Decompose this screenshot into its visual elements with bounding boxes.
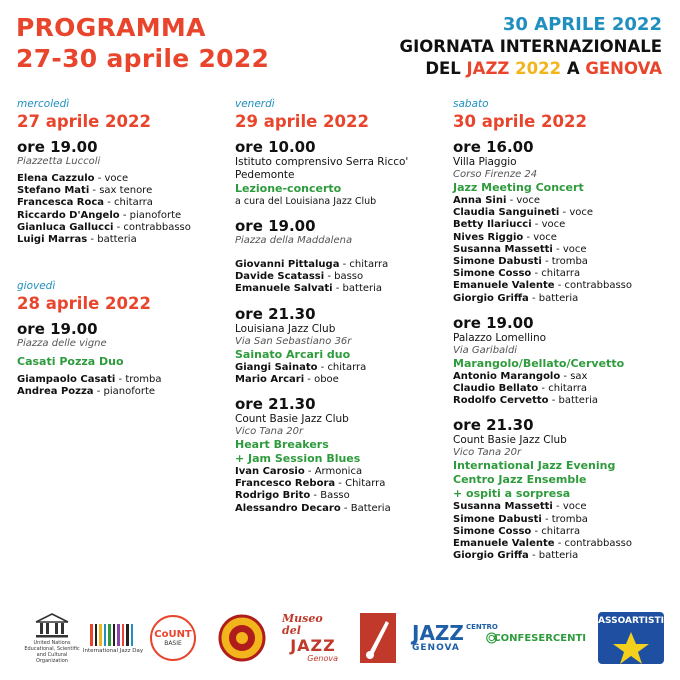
performer-role: voce xyxy=(562,243,587,255)
unesco-logo: United Nations Educational, Scientific and Cultural Organization xyxy=(22,610,82,666)
museo-del-jazz-logo: Museo del JAZZ Genova xyxy=(282,612,338,663)
performer-list xyxy=(453,371,673,408)
day-date: 29 aprile 2022 xyxy=(235,112,369,131)
act-name: Casati Pozza Duo xyxy=(17,355,124,369)
louisiana-badge-icon xyxy=(218,614,266,662)
performer-role: batteria xyxy=(538,292,579,304)
event-date: 30 APRILE 2022 xyxy=(502,14,662,35)
performer-row: Simone Dabusti - tromba xyxy=(453,513,588,525)
sponsor-logos xyxy=(0,610,680,670)
performer-name: Giampaolo Casati xyxy=(17,374,116,386)
performer-row: Davide Scatassi - basso xyxy=(235,271,364,283)
act-name: Marangolo/Bellato/Cervetto xyxy=(453,356,625,370)
performer-row: Nives Riggio - voce xyxy=(453,231,557,243)
performer-row: Antonio Marangolo - sax xyxy=(453,370,588,382)
performer-role: tromba xyxy=(551,513,588,525)
event-address: Piazza della Maddalena xyxy=(235,235,353,246)
event-location: Pedemonte xyxy=(235,169,295,181)
performer-row: Mario Arcari - oboe xyxy=(235,373,339,385)
event-address: Vico Tana 20r xyxy=(235,426,304,438)
performer-row: Giorgio Griffa - batteria xyxy=(453,292,579,304)
performer-role: batteria xyxy=(558,395,598,407)
performer-role: sax tenore xyxy=(99,185,153,197)
performer-name: Simone Dabusti xyxy=(453,513,542,525)
act-name: Jazz Meeting Concert xyxy=(453,181,584,194)
event-location: Count Basie Jazz Club xyxy=(235,413,349,426)
event-address: Piazza delle vigne xyxy=(17,338,107,350)
performer-row: Alessandro Decaro - Batteria xyxy=(235,502,391,514)
international-jazz-day-logo: International Jazz Day xyxy=(80,610,146,666)
performer-name: Anna Sini xyxy=(453,195,507,206)
performer-list xyxy=(235,259,455,296)
performer-row: Simone Cosso - chitarra xyxy=(453,268,581,280)
act-name: International Jazz Evening xyxy=(453,459,616,473)
performer-row: Simone Dabusti - tromba xyxy=(453,256,588,268)
event-location: Count Basie Jazz Club xyxy=(453,434,567,447)
performer-row: Gianluca Gallucci - contrabbasso xyxy=(17,221,191,233)
performer-role: batteria xyxy=(342,283,383,295)
event-time: ore 21.30 xyxy=(453,416,534,435)
performer-role: Basso xyxy=(320,490,350,502)
day-name: mercoledì xyxy=(17,98,70,110)
day-date: 30 aprile 2022 xyxy=(453,112,587,131)
performer-role: tromba xyxy=(551,256,588,268)
performer-name: Claudio Bellato xyxy=(453,383,539,395)
performer-role: voce xyxy=(516,195,541,206)
performer-role: voce xyxy=(562,501,587,513)
piano-keys-icon xyxy=(88,622,138,648)
day-name: sabato xyxy=(453,98,489,110)
performer-name: Francesco Rebora xyxy=(235,478,336,490)
performer-name: Nives Riggio xyxy=(453,231,524,243)
performer-name: Elena Cazzulo xyxy=(17,173,95,184)
event-title xyxy=(400,14,662,80)
act-name: Heart Breakers xyxy=(235,438,329,452)
performer-name: Betty Ilariucci xyxy=(453,219,532,231)
event-time: ore 19.00 xyxy=(453,313,534,332)
performer-role: Batteria xyxy=(350,502,391,514)
event-location: Istituto comprensivo Serra Ricco' xyxy=(235,156,409,168)
confesercenti-logo: CONFESERCENTI xyxy=(486,610,586,666)
performer-role: basso xyxy=(334,271,364,283)
performer-row: Francesco Rebora - Chitarra xyxy=(235,478,386,490)
day-name: venerdì xyxy=(235,98,275,110)
event-time: ore 19.00 xyxy=(17,320,98,339)
performer-name: Claudia Sanguineti xyxy=(453,207,560,219)
performer-row: Emanuele Valente - contrabbasso xyxy=(453,280,632,292)
performer-name: Riccardo D'Angelo xyxy=(17,209,120,221)
performer-row: Giangi Sainato - chitarra xyxy=(235,361,367,373)
performer-name: Susanna Massetti xyxy=(453,501,553,513)
performer-role: batteria xyxy=(97,234,137,246)
performer-list xyxy=(17,374,237,398)
event-name-line1: GIORNATA INTERNAZIONALE xyxy=(399,37,662,56)
event-time: ore 19.00 xyxy=(235,217,316,235)
performer-name: Emanuele Valente xyxy=(453,538,555,550)
programme-title xyxy=(16,12,269,74)
act-name: Sainato Arcari duo xyxy=(235,347,351,361)
performer-role: Chitarra xyxy=(345,478,386,490)
performer-row: Stefano Mati - sax tenore xyxy=(17,185,153,197)
performer-name: Susanna Massetti xyxy=(453,243,553,255)
performer-name: Simone Cosso xyxy=(453,525,532,537)
performer-name: Giangi Sainato xyxy=(235,361,318,373)
performer-name: Francesca Roca xyxy=(17,197,105,209)
performer-role: chitarra xyxy=(114,197,153,209)
event-address: Corso Firenze 24 xyxy=(453,169,538,180)
performer-name: Giorgio Griffa xyxy=(453,292,529,304)
performer-row: Claudio Bellato - chitarra xyxy=(453,383,588,395)
performer-name: Andrea Pozza xyxy=(17,386,94,398)
performer-name: Emanuele Valente xyxy=(453,280,555,292)
performer-name: Alessandro Decaro xyxy=(235,502,341,514)
event-time: ore 16.00 xyxy=(453,138,534,156)
performer-role: voce xyxy=(533,231,557,243)
performer-row: Emanuele Valente - contrabbasso xyxy=(453,538,632,550)
event-location: Palazzo Lomellino xyxy=(453,331,547,344)
performer-row: Riccardo D'Angelo - pianoforte xyxy=(17,209,182,221)
performer-role: chitarra xyxy=(548,383,588,395)
day-date: 27 aprile 2022 xyxy=(17,112,151,131)
event-time: ore 10.00 xyxy=(235,138,316,156)
performer-list xyxy=(17,173,237,246)
performer-name: Stefano Mati xyxy=(17,185,90,197)
performer-role: voce xyxy=(104,173,129,184)
performer-list xyxy=(235,466,455,515)
event-address: Via Garibaldi xyxy=(453,344,518,356)
performer-row: Emanuele Salvati - batteria xyxy=(235,283,383,295)
performer-row: Francesca Roca - chitarra xyxy=(17,197,153,209)
performer-row: Betty Ilariucci - voce xyxy=(453,219,566,231)
performer-row: Giovanni Pittaluga - chitarra xyxy=(235,259,389,270)
event-time: ore 19.00 xyxy=(17,138,98,156)
programme-heading: PROGRAMMA xyxy=(16,13,206,42)
performer-role: chitarra xyxy=(327,361,367,373)
performer-role: tromba xyxy=(125,374,162,386)
performer-name: Simone Cosso xyxy=(453,268,532,280)
column-wednesday-thursday xyxy=(17,98,237,399)
event-location: Villa Piaggio xyxy=(453,156,517,168)
performer-role: contrabbasso xyxy=(123,221,191,233)
count-basie-logo: CoUNT BASIE xyxy=(148,610,198,666)
louisiana-jazz-club-logo xyxy=(215,610,269,666)
performer-role: pianoforte xyxy=(103,386,156,398)
performer-row: Giampaolo Casati - tromba xyxy=(17,374,162,386)
performer-role: voce xyxy=(541,219,566,231)
performer-list xyxy=(453,195,673,305)
performer-name: Emanuele Salvati xyxy=(235,283,333,295)
performer-row: Andrea Pozza - pianoforte xyxy=(17,386,156,398)
assoartisti-logo: ASSOARTISTI xyxy=(596,610,666,666)
jazz-note-icon xyxy=(360,613,396,663)
centro-jazz-genova-logo: JAZZ CENTRO GENOVA xyxy=(412,621,498,653)
performer-role: contrabbasso xyxy=(564,538,632,550)
event-address: Vico Tana 20r xyxy=(453,447,522,459)
performer-row: Susanna Massetti - voce xyxy=(453,243,587,255)
event-address: Via San Sebastiano 36r xyxy=(235,335,352,347)
event-name-line2: DEL JAZZ 2022 A GENOVA xyxy=(425,59,662,78)
performer-name: Gianluca Gallucci xyxy=(17,221,114,233)
performer-name: Simone Dabusti xyxy=(453,256,542,268)
performer-name: Rodrigo Brito xyxy=(235,490,311,502)
performer-row: Giorgio Griffa - batteria xyxy=(453,550,579,562)
performer-role: voce xyxy=(569,207,593,219)
act-name: + Jam Session Blues xyxy=(235,452,361,466)
performer-name: Antonio Marangolo xyxy=(453,370,561,382)
column-saturday xyxy=(453,98,673,562)
performer-role: chitarra xyxy=(349,259,389,270)
performer-role: pianoforte xyxy=(129,209,182,221)
event-credit: a cura del Louisiana Jazz Club xyxy=(235,196,377,207)
performer-row: Rodolfo Cervetto - batteria xyxy=(453,395,598,407)
performer-name: Mario Arcari xyxy=(235,373,305,385)
day-date: 28 aprile 2022 xyxy=(17,294,151,314)
red-jazz-logo xyxy=(358,610,398,666)
performer-name: Davide Scatassi xyxy=(235,271,325,283)
act-name: Lezione-concerto xyxy=(235,182,342,195)
programme-dates: 27-30 aprile 2022 xyxy=(16,44,270,73)
performer-list xyxy=(453,501,673,562)
performer-role: oboe xyxy=(314,373,339,385)
performer-row: Claudia Sanguineti - voce xyxy=(453,207,593,219)
performer-row: Ivan Carosio - Armonica xyxy=(235,466,363,478)
performer-role: chitarra xyxy=(541,268,581,280)
performer-role: batteria xyxy=(538,550,579,562)
act-name: Centro Jazz Ensemble xyxy=(453,473,587,487)
performer-name: Ivan Carosio xyxy=(235,466,305,478)
event-time: ore 21.30 xyxy=(235,304,316,323)
event-address: Piazzetta Luccoli xyxy=(17,156,101,167)
performer-role: sax xyxy=(570,370,588,382)
performer-name: Rodolfo Cervetto xyxy=(453,395,549,407)
performer-name: Luigi Marras xyxy=(17,234,88,246)
performer-row: Elena Cazzulo - voce xyxy=(17,173,129,184)
performer-role: contrabbasso xyxy=(564,280,632,292)
event-location: Louisiana Jazz Club xyxy=(235,322,336,335)
performer-row: Simone Cosso - chitarra xyxy=(453,525,581,537)
performer-row: Luigi Marras - batteria xyxy=(17,234,137,246)
day-name: giovedì xyxy=(17,280,56,293)
performer-name: Giorgio Griffa xyxy=(453,550,529,562)
performer-role: Armonica xyxy=(314,466,363,478)
event-time: ore 21.30 xyxy=(235,395,316,414)
unesco-temple-icon xyxy=(32,612,72,640)
act-name: + ospiti a sorpresa xyxy=(453,487,571,501)
performer-row: Anna Sini - voce xyxy=(453,195,541,206)
performer-list xyxy=(235,362,455,386)
performer-row: Susanna Massetti - voce xyxy=(453,501,587,513)
performer-name: Giovanni Pittaluga xyxy=(235,259,340,270)
column-friday xyxy=(235,98,455,515)
performer-row: Rodrigo Brito - Basso xyxy=(235,490,350,502)
performer-role: chitarra xyxy=(541,525,581,537)
